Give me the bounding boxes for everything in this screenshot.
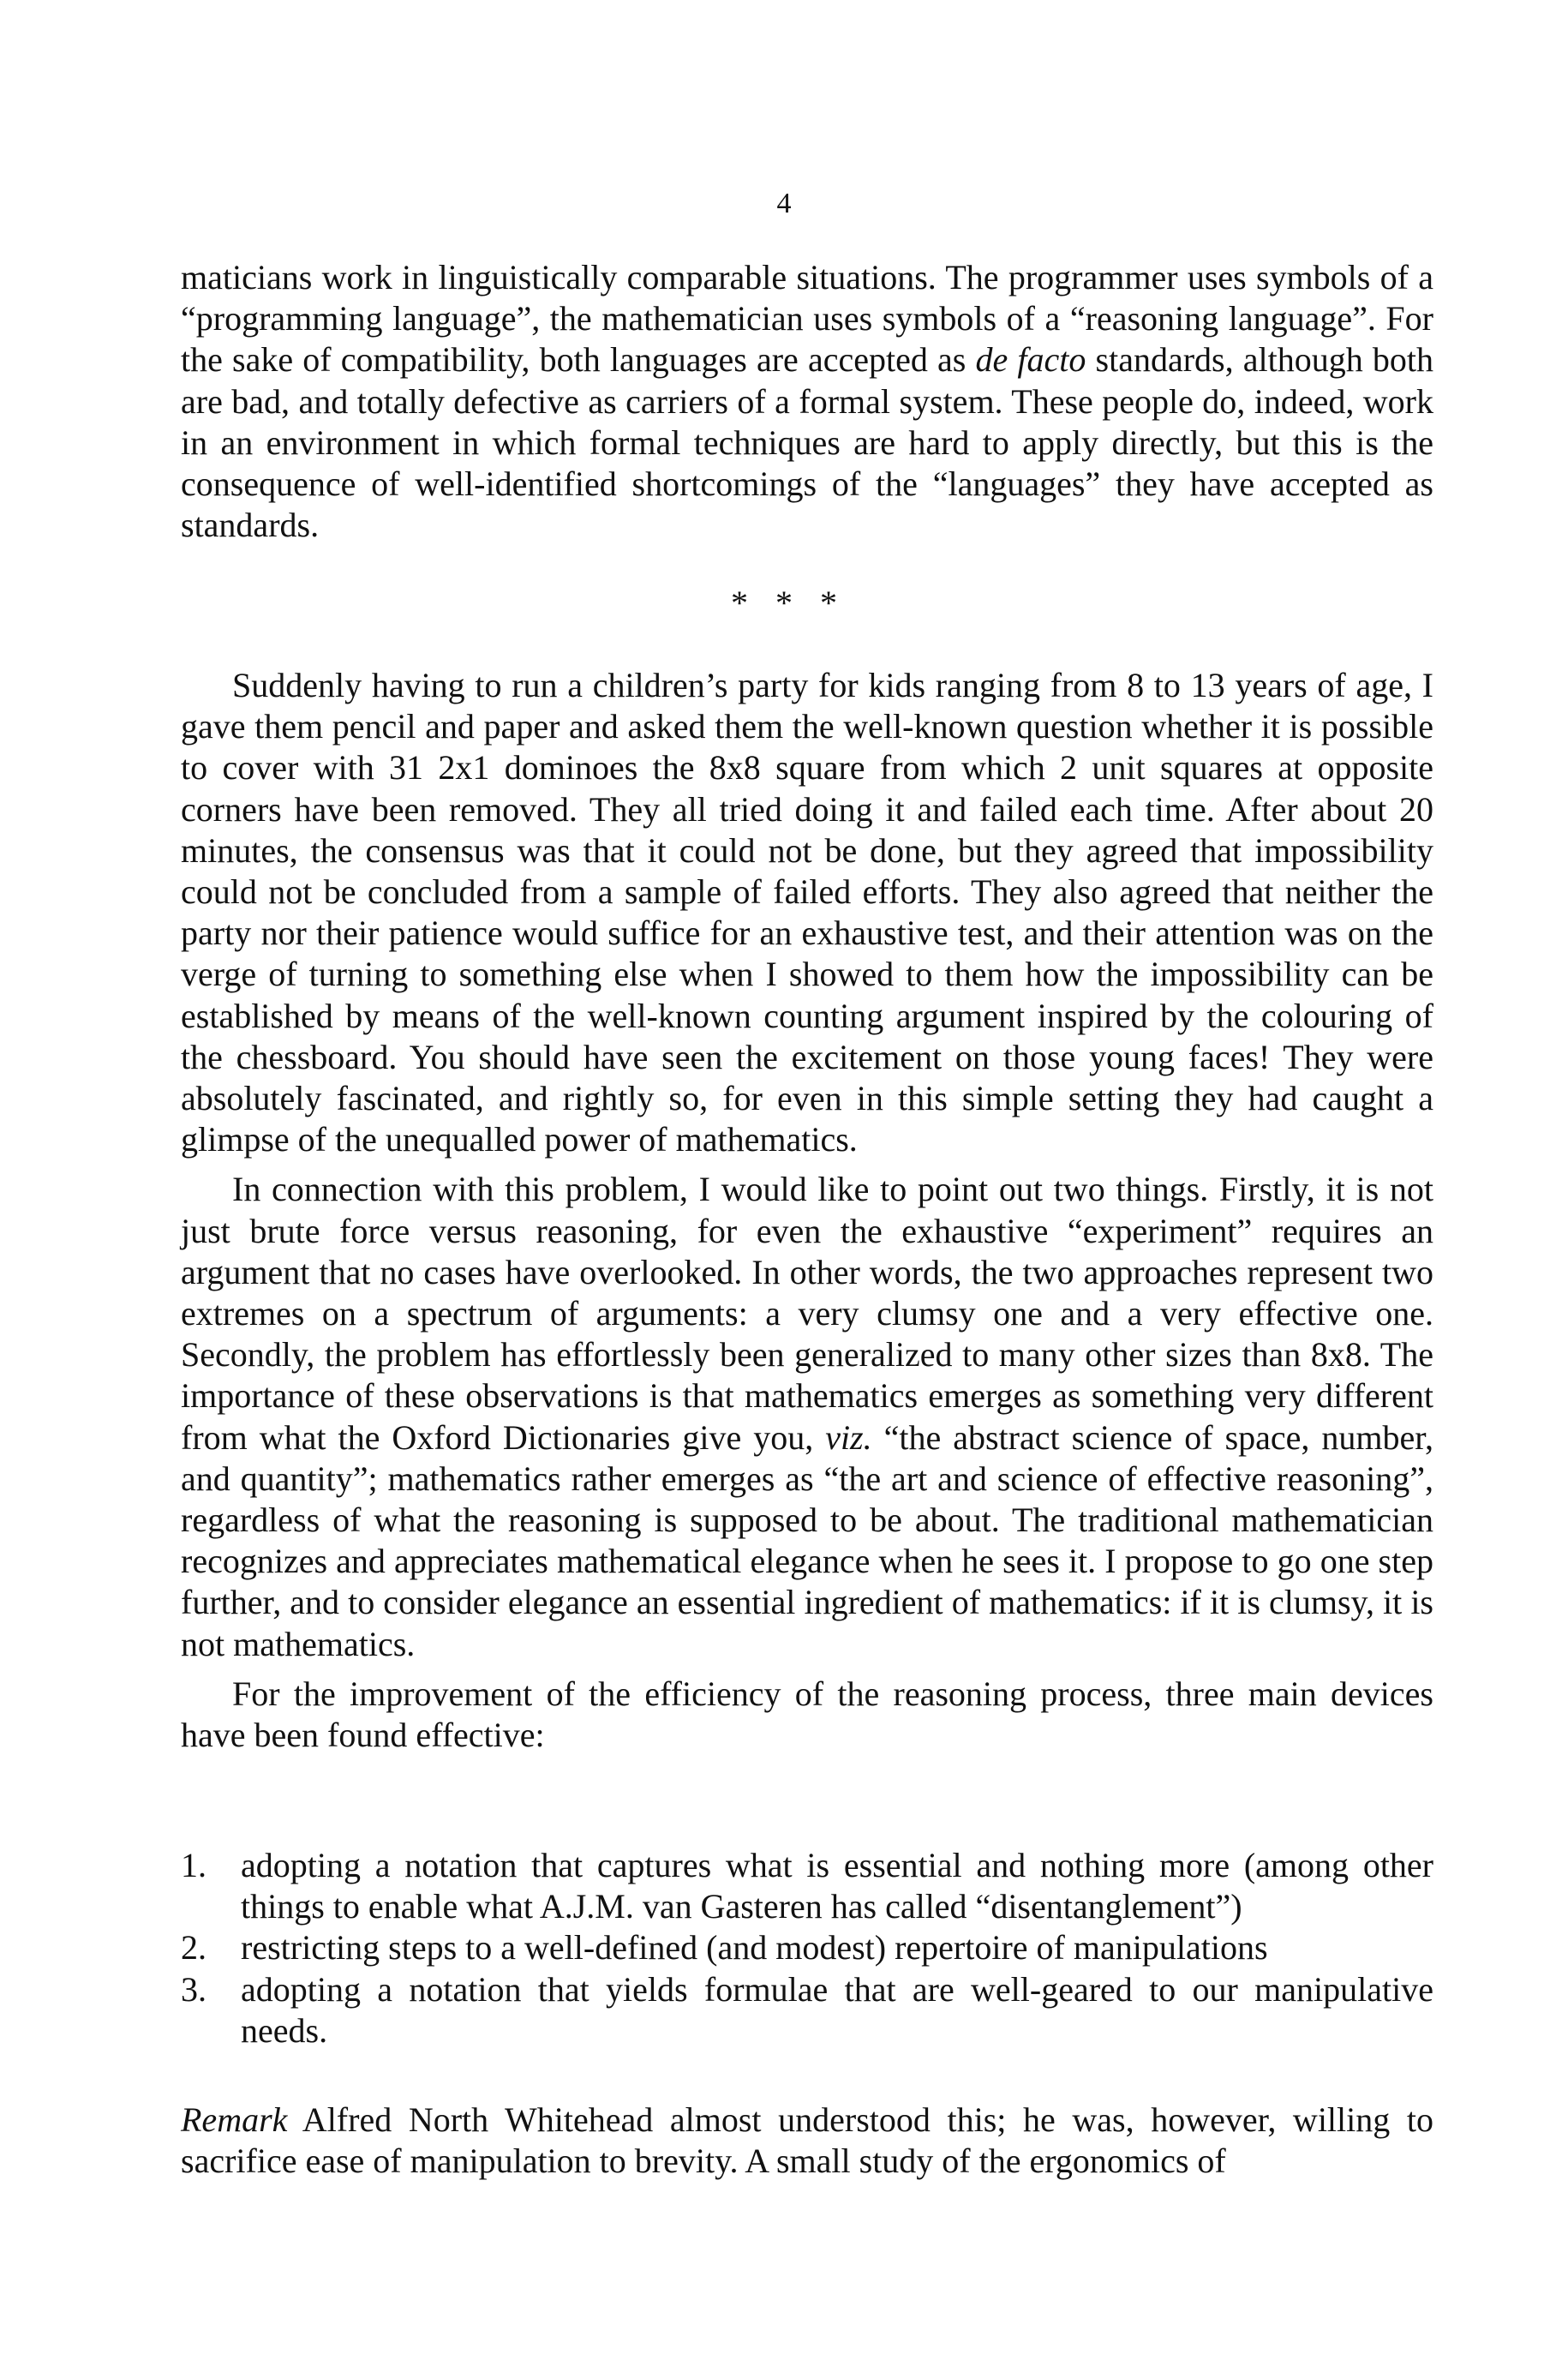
- viz-emphasis: viz.: [825, 1417, 872, 1457]
- list-item-text: adopting a notation that captures what is essential and nothing more (among other things to enable what A.J.M. van Gasteren has called “disentanglement”): [241, 1846, 1433, 1926]
- paragraph-3-text-b: “the abstract science of space, number, and quantity”; mathematics rather emerges as “the art and science of effective reasoning”, regardless of what the reasoning is supposed to be about. The traditional mathematician recognizes and appreciates mathematical elegance when he sees it. I propose to go one step further, and to consider elegance an essential ingredient of mathematics: if it is clumsy, it is not mathematics.: [181, 1417, 1433, 1663]
- page-number: 4: [776, 188, 792, 219]
- list-item-number: 3.: [181, 1969, 206, 2009]
- list-item: [181, 1969, 1433, 2052]
- list-item: [181, 1845, 1433, 1927]
- paragraph-3-text-a: In connection with this problem, I would like to point out two things. Firstly, it is not just brute force versus reasoning, for even the exhaustive “experiment” requires an argument that no cases have overlooked. In other words, the two approaches represent two extremes on a spectrum of arguments: a very clumsy one and a very effective one. Secondly, the problem has effortlessly been generalized to many other sizes than 8x8. The importance of these observations is that mathematics emerges as something very different from what the Oxford Dictionaries give you,: [181, 1170, 1433, 1457]
- remark-label: Remark: [181, 2100, 288, 2139]
- paragraph-1-text-b: standards, although both are bad, and totally defective as carriers of a formal system. These people do, indeed, work in an environment in which formal techniques are hard to apply directly, but this is the consequence of well-identified shortcomings of the “languages” they have accepted as standards.: [181, 340, 1433, 545]
- paragraph-1-text-a: maticians work in linguistically comparable situations. The programmer uses symbols of a “programming language”, the mathematician uses symbols of a “reasoning language”. For the sake of compatibility, both languages are accepted as: [181, 258, 1433, 380]
- opening-paragraph-block: [181, 257, 1433, 546]
- list-item: [181, 1927, 1433, 1968]
- devices-list: [181, 1845, 1433, 2052]
- paragraph-programming-languages: [181, 257, 1433, 546]
- remark-paragraph: [181, 2099, 1433, 2182]
- de-facto-emphasis: de facto: [975, 340, 1086, 380]
- list-item-text: adopting a notation that yields formulae that are well-geared to our manipulative needs.: [241, 1969, 1433, 2050]
- paragraph-three-devices: For the improvement of the efficiency of the reasoning process, three main devices have been found effective:: [181, 1674, 1433, 1755]
- remark-block: [181, 2099, 1433, 2182]
- list-item-number: 1.: [181, 1846, 206, 1884]
- list-item-text: restricting steps to a well-defined (and modest) repertoire of manipulations: [241, 1928, 1268, 1968]
- main-text-block: [181, 665, 1433, 1756]
- paragraph-two-things: [181, 1169, 1433, 1664]
- paragraph-childrens-party: Suddenly having to run a children’s party for kids ranging from 8 to 13 years of age, I gave them pencil and paper and asked them the well-known question whether it is possible to cover with 31 2x1 dominoes the 8x8 square from which 2 unit squares at opposite corners have been removed. They all tried doing it and failed each time. After about 20 minutes, the consensus was that it could not be done, but they agreed that impossibility could not be concluded from a sample of failed efforts. They also agreed that neither the party nor their patience would suffice for an exhaustive test, and their attention was on the verge of turning to something else when I showed to them how the impossibility can be established by means of the well-known counting argument inspired by the colouring of the chessboard. You should have seen the excitement on those young faces! They were absolutely fascinated, and rightly so, for even in this simple setting they had caught a glimpse of the unequalled power of mathematics.: [181, 666, 1433, 1159]
- list-item-number: 2.: [181, 1928, 206, 1968]
- remark-text: Alfred North Whitehead almost understood this; he was, however, willing to sacrifice ease of manipulation to brevity. A small study of the ergonomics of: [181, 2100, 1433, 2181]
- section-separator: * * *: [731, 584, 837, 622]
